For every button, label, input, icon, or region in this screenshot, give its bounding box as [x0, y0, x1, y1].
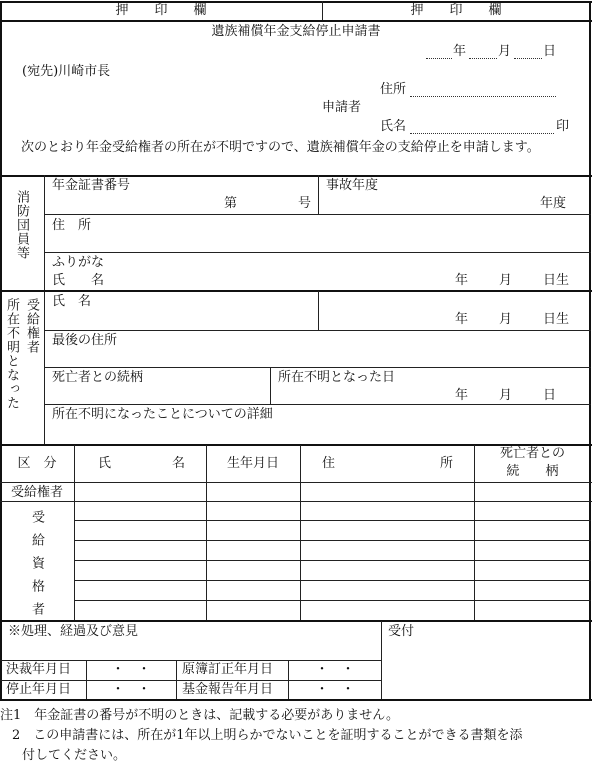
missing-birth-year: 年 — [455, 312, 469, 327]
date-month-line — [469, 58, 497, 59]
missing-date-label: 所在不明となった日 — [278, 370, 396, 385]
table-col-line-1 — [74, 445, 75, 621]
header-bottom-border — [0, 175, 592, 177]
applicant-label: 申請者 — [322, 100, 362, 115]
firefighter-bottom-border — [0, 290, 592, 292]
fund-report-label: 基金報告年月日 — [182, 682, 274, 697]
statement-text: 次のとおり年金受給権者の所在が不明ですので、遺族補償年金の支給停止を申請します。 — [21, 140, 540, 155]
firefighter-birth-year: 年 — [455, 273, 469, 288]
row-qualified-label: 受給資格者 — [29, 510, 44, 625]
table-col-line-2 — [206, 445, 207, 621]
accident-year-label: 事故年度 — [326, 178, 379, 193]
date-month-label: 月 — [498, 44, 512, 59]
firefighter-name-label: 氏 名 — [52, 273, 105, 288]
missing-section-label-inner: 受給権者 — [24, 298, 39, 354]
fund-report-dots: ・ ・ — [315, 682, 355, 697]
table-row-line-3 — [74, 560, 591, 561]
pension-cert-label: 年金証書番号 — [52, 178, 131, 193]
ledger-date-label: 原簿訂正年月日 — [182, 662, 274, 677]
left-border — [0, 1, 2, 701]
col-birth: 生年月日 — [226, 456, 279, 471]
missing-date-month: 月 — [499, 388, 513, 403]
seal-bottom-border — [0, 20, 592, 22]
office-row-line-1 — [0, 660, 382, 661]
ledger-date-dots: ・ ・ — [315, 662, 355, 677]
table-row-line-5 — [74, 600, 591, 601]
firefighter-section-label: 消防団員等 — [14, 190, 29, 260]
missing-birth-day: 日生 — [543, 312, 570, 327]
form-bottom-border — [0, 699, 592, 701]
seal-mark: 印 — [556, 119, 570, 134]
missing-name-label: 氏 名 — [52, 294, 92, 309]
seal-label-right: 押 印 欄 — [410, 3, 502, 18]
missing-birth-month: 月 — [499, 312, 513, 327]
received-label: 受付 — [388, 624, 415, 639]
note-2-line-2: 付してください。 — [22, 748, 127, 763]
details-label: 所在不明になったことについての詳細 — [52, 407, 273, 422]
col-category: 区 分 — [17, 456, 57, 471]
missing-date-day: 日 — [543, 388, 557, 403]
table-bottom-border — [0, 620, 592, 622]
col-address-1: 住 — [322, 456, 336, 471]
addressee: (宛先)川崎市長 — [22, 64, 111, 79]
cert-no-go: 号 — [298, 196, 312, 211]
stop-date-dots: ・ ・ — [111, 682, 151, 697]
applicant-name-label: 氏名 — [380, 119, 407, 134]
seal-label-left: 押 印 欄 — [115, 3, 207, 18]
firefighter-furigana-label: ふりがな — [52, 255, 105, 270]
col-relation-1: 死亡者との — [499, 446, 565, 461]
applicant-address-label: 住所 — [380, 82, 407, 97]
cert-no-dai: 第 — [224, 196, 238, 211]
missing-row-line-2 — [44, 367, 591, 368]
applicant-name-line — [410, 133, 554, 134]
decision-date-dots: ・ ・ — [111, 662, 151, 677]
relation-date-divider — [270, 367, 271, 405]
table-row-line-2 — [74, 540, 591, 541]
remarks-label: ※処理、経過及び意見 — [8, 624, 139, 639]
last-address-label: 最後の住所 — [52, 333, 118, 348]
missing-row-line-1 — [44, 330, 591, 331]
date-year-line — [426, 58, 452, 59]
table-holder-line — [0, 501, 592, 502]
missing-name-divider — [318, 291, 319, 331]
col-address-2: 所 — [440, 456, 454, 471]
form-title: 遺族補償年金支給停止申請書 — [211, 24, 381, 39]
date-day-line — [514, 58, 542, 59]
row-holder-label: 受給権者 — [10, 485, 63, 500]
decision-date-label: 決裁年月日 — [6, 662, 72, 677]
firefighter-row-line-1 — [44, 214, 591, 215]
applicant-address-line — [410, 96, 556, 97]
missing-row-line-3 — [44, 404, 591, 405]
missing-section-label-outer: 所在不明となった — [4, 298, 19, 410]
note-2-line-1: 2 この申請書には、所在が1年以上明らかでないことを証明することができる書類を添 — [12, 728, 523, 743]
col-name-2: 名 — [172, 456, 186, 471]
office-row-line-2 — [0, 680, 382, 681]
accident-year-unit: 年度 — [540, 196, 567, 211]
note-1: 注1 年金証書の番号が不明のときは、記載する必要がありません。 — [0, 708, 400, 723]
right-border — [589, 1, 591, 701]
firefighter-birth-day: 日生 — [543, 273, 570, 288]
firefighter-row-line-2 — [44, 252, 591, 253]
table-row-line-1 — [74, 520, 591, 521]
firefighter-birth-month: 月 — [499, 273, 513, 288]
table-header-line — [0, 482, 592, 483]
table-col-line-3 — [300, 445, 301, 621]
date-day-label: 日 — [543, 44, 557, 59]
stop-date-label: 停止年月日 — [6, 682, 72, 697]
missing-date-year: 年 — [455, 388, 469, 403]
firefighter-address-label: 住 所 — [52, 218, 92, 233]
date-year-label: 年 — [453, 44, 467, 59]
table-row-line-4 — [74, 580, 591, 581]
col-name-1: 氏 — [98, 456, 112, 471]
cert-accident-divider — [318, 175, 319, 215]
col-relation-2: 続 柄 — [506, 464, 559, 479]
relation-label: 死亡者との続柄 — [52, 370, 144, 385]
